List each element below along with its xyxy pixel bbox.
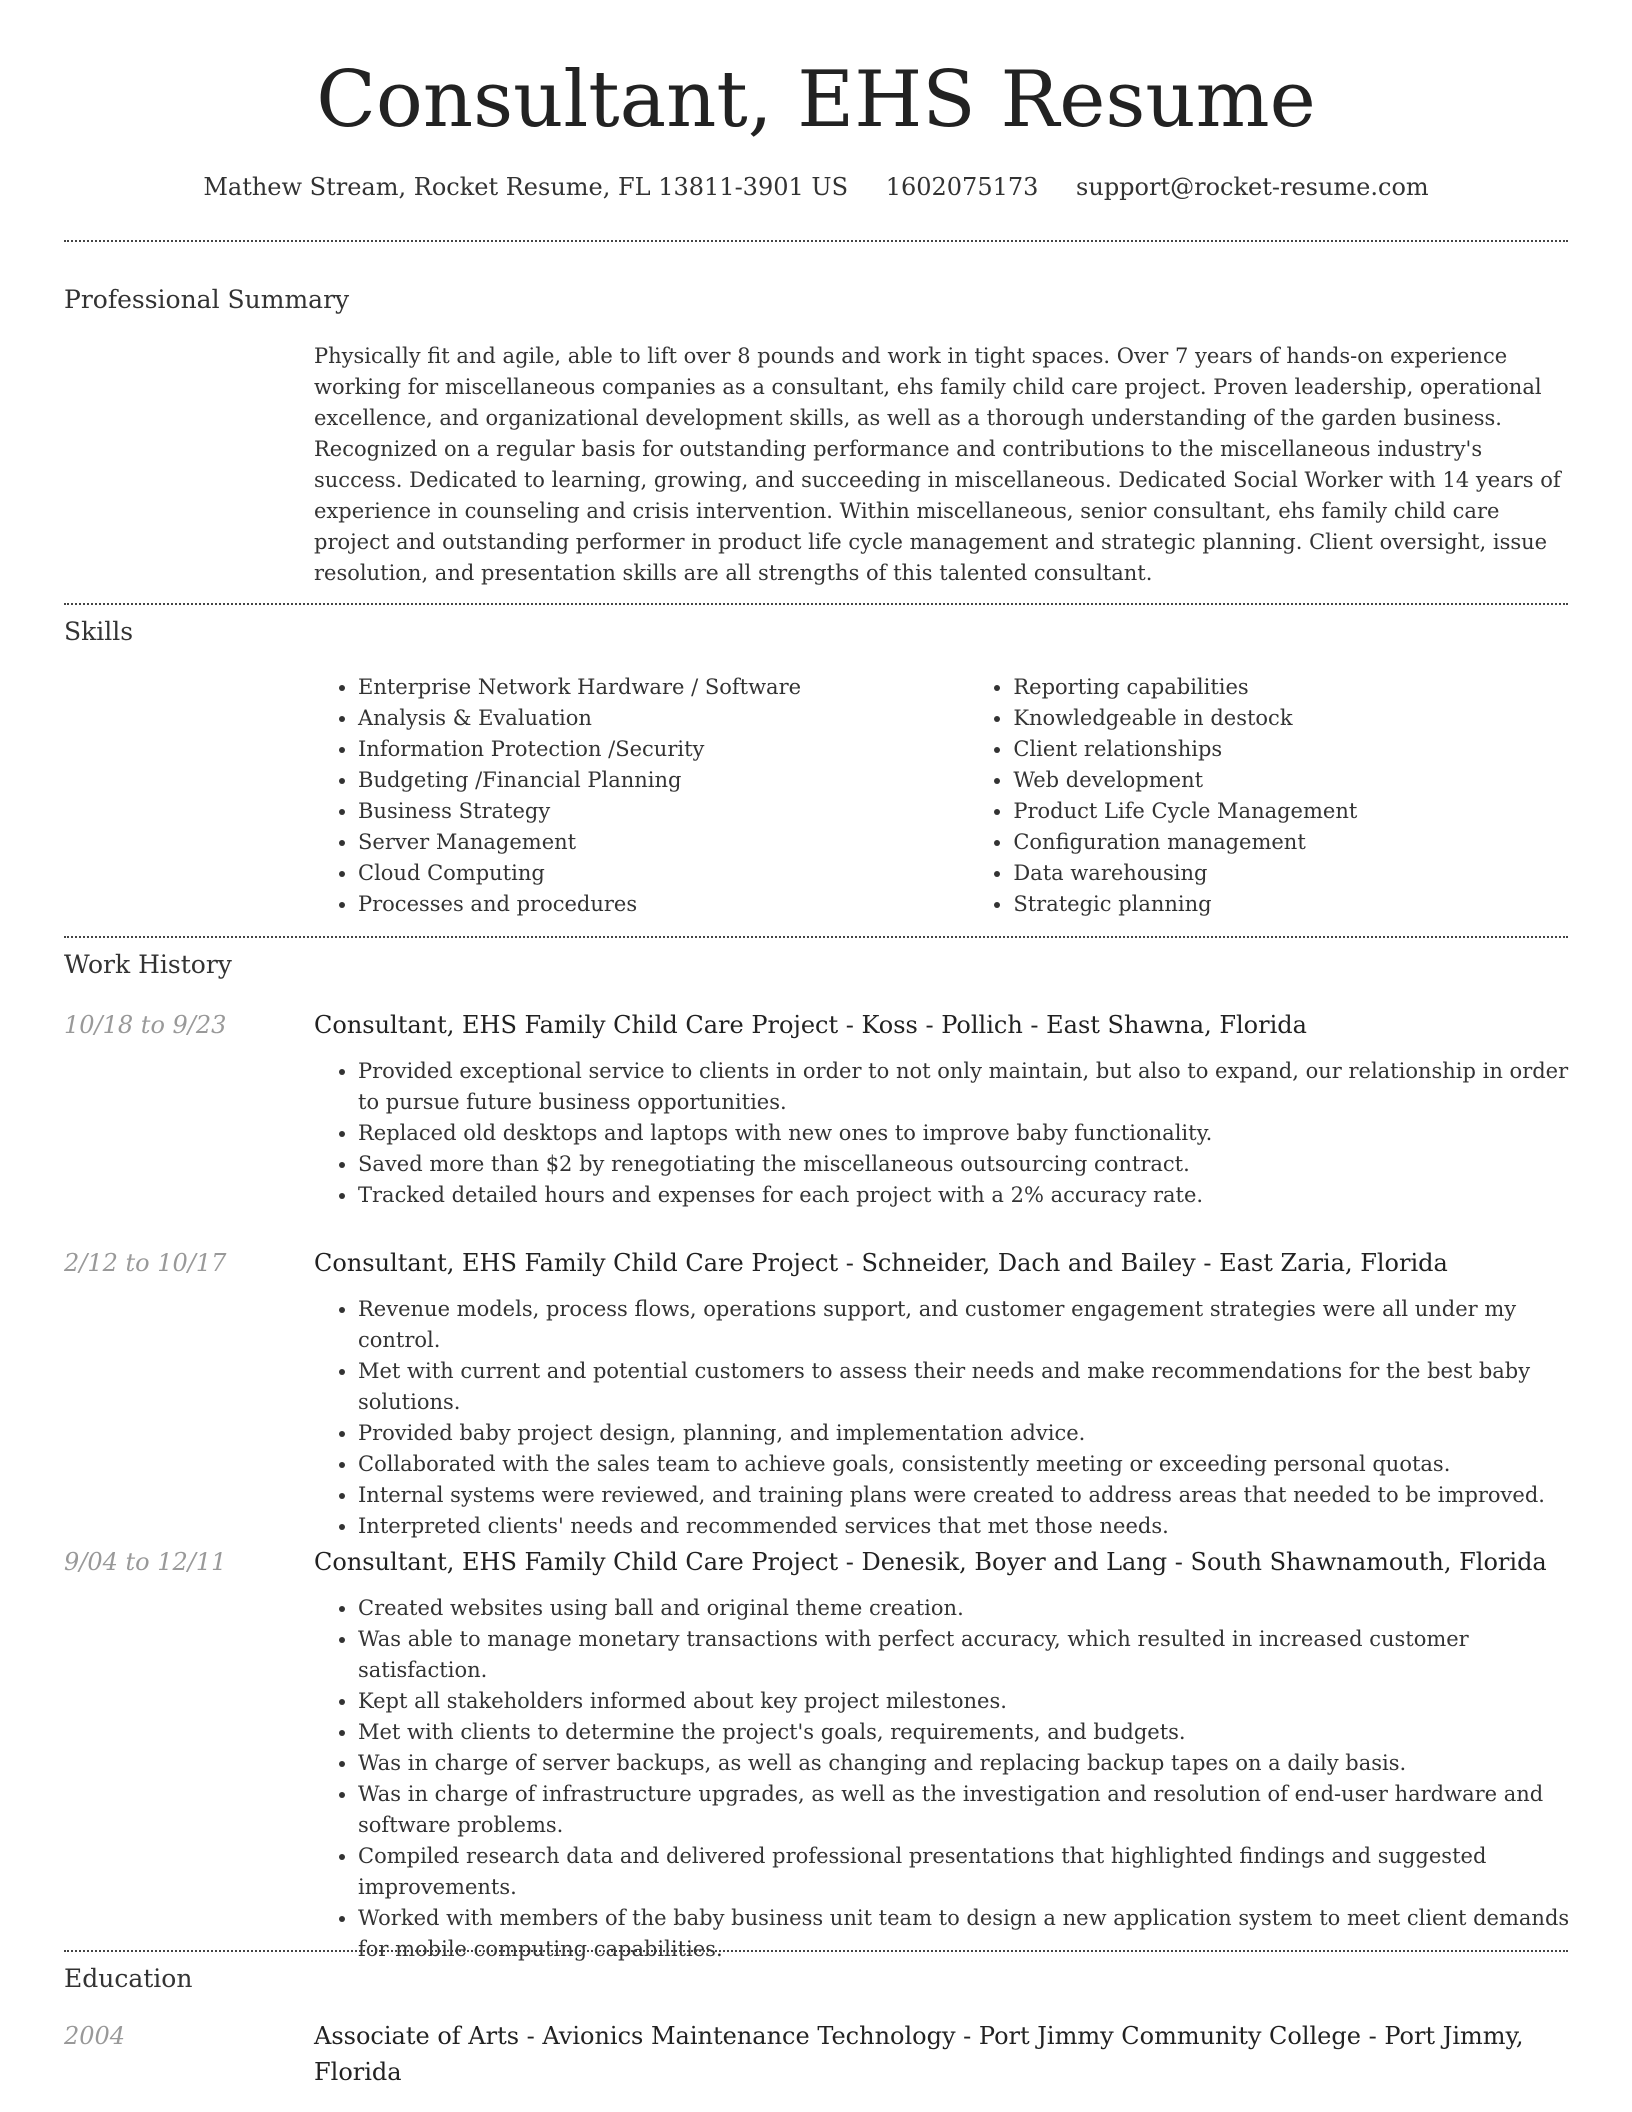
skill-item: • Client relationships — [1013, 734, 1570, 765]
job-title: Consultant, EHS Family Child Care Project - Denesik, Boyer and Lang - South Shawnamouth, Florida — [314, 1548, 1547, 1576]
job-dates: 10/18 to 9/23 — [64, 1011, 227, 1039]
summary-heading: Professional Summary — [64, 285, 350, 314]
skills-heading: Skills — [64, 617, 134, 646]
job-bullet: • Was in charge of infrastructure upgrades, as well as the investigation and resolution of end-user hardware and software problems. — [358, 1779, 1570, 1841]
section-divider — [64, 603, 1568, 605]
skill-item: • Analysis & Evaluation — [358, 703, 969, 734]
contact-line — [0, 170, 1632, 204]
skill-item: • Server Management — [358, 827, 969, 858]
job-bullet: • Interpreted clients' needs and recommended services that met those needs. — [358, 1511, 1570, 1542]
skill-item: • Business Strategy — [358, 796, 969, 827]
job-dates: 9/04 to 12/11 — [64, 1548, 227, 1576]
job-title: Consultant, EHS Family Child Care Project - Schneider, Dach and Bailey - East Zaria, Florida — [314, 1249, 1448, 1277]
skill-item: • Information Protection /Security — [358, 734, 969, 765]
job-bullet: • Kept all stakeholders informed about key project milestones. — [358, 1686, 1570, 1717]
section-divider — [64, 1950, 1568, 1952]
job-bullet: • Replaced old desktops and laptops with new ones to improve baby functionality. — [358, 1118, 1570, 1149]
job-bullet: • Met with clients to determine the project's goals, requirements, and budgets. — [358, 1717, 1570, 1748]
contact-address: Mathew Stream, Rocket Resume, FL 13811-3901 US — [203, 173, 849, 201]
job-bullets — [314, 1294, 1570, 1542]
section-divider — [64, 240, 1568, 242]
skill-item: • Web development — [1013, 765, 1570, 796]
job-bullets — [314, 1593, 1570, 1965]
job-bullet: • Provided exceptional service to clients in order to not only maintain, but also to expand, our relationship in order to pursue future business opportunities. — [358, 1056, 1570, 1118]
skill-item: • Budgeting /Financial Planning — [358, 765, 969, 796]
job-bullet: • Worked with members of the baby business unit team to design a new application system to meet client demands for mobile computing capabilities. — [358, 1903, 1570, 1965]
resume-title: Consultant, EHS Resume — [316, 55, 1316, 145]
skill-item: • Knowledgeable in destock — [1013, 703, 1570, 734]
skill-item: • Strategic planning — [1013, 889, 1570, 920]
job-bullet: • Provided baby project design, planning, and implementation advice. — [358, 1418, 1570, 1449]
contact-phone: 1602075173 — [885, 173, 1039, 201]
job-bullet: • Saved more than $2 by renegotiating the miscellaneous outsourcing contract. — [358, 1149, 1570, 1180]
section-divider — [64, 936, 1568, 938]
job-bullet: • Revenue models, process flows, operations support, and customer engagement strategies were all under my control. — [358, 1294, 1570, 1356]
job-bullet: • Was in charge of server backups, as well as changing and replacing backup tapes on a daily basis. — [358, 1748, 1570, 1779]
education-date: 2004 — [64, 2022, 126, 2050]
job-bullet: • Tracked detailed hours and expenses for each project with a 2% accuracy rate. — [358, 1180, 1570, 1211]
summary-text: Physically fit and agile, able to lift over 8 pounds and work in tight spaces. Over 7 years of hands-on experience working for miscellaneous companies as a consultant, ehs family child care project. Proven leadership, operational excellence, and organizational development skills, as well as a thorough understanding of the garden business. Recognized on a regular basis for outstanding performance and contributions to the miscellaneous industry's success. Dedicated to learning, growing, and succeeding in miscellaneous. Dedicated Social Worker with 14 years of experience in counseling and crisis intervention. Within miscellaneous, senior consultant, ehs family child care project and outstanding performer in product life cycle management and strategic planning. Client oversight, issue resolution, and presentation skills are all strengths of this talented consultant. — [314, 344, 1561, 585]
job-bullet: • Met with current and potential customers to assess their needs and make recommendations for the best baby solutions. — [358, 1356, 1570, 1418]
skill-item: • Data warehousing — [1013, 858, 1570, 889]
skills-column-left — [314, 672, 969, 920]
skills-list — [314, 672, 1570, 920]
job-bullet: • Was able to manage monetary transactions with perfect accuracy, which resulted in increased customer satisfaction. — [358, 1624, 1570, 1686]
skill-item: • Processes and procedures — [358, 889, 969, 920]
skill-item: • Cloud Computing — [358, 858, 969, 889]
skill-item: • Reporting capabilities — [1013, 672, 1570, 703]
contact-email: support@rocket-resume.com — [1076, 173, 1429, 201]
skills-column-right — [969, 672, 1570, 920]
job-bullet: • Internal systems were reviewed, and training plans were created to address areas that needed to be improved. — [358, 1480, 1570, 1511]
job-title: Consultant, EHS Family Child Care Project - Koss - Pollich - East Shawna, Florida — [314, 1011, 1307, 1039]
work-history-heading: Work History — [64, 950, 232, 979]
skill-item: • Configuration management — [1013, 827, 1570, 858]
job-bullet: • Created websites using ball and original theme creation. — [358, 1593, 1570, 1624]
education-title: Associate of Arts - Avionics Maintenance Technology - Port Jimmy Community College - Port Jimmy, Florida — [314, 2022, 1524, 2086]
skill-item: • Product Life Cycle Management — [1013, 796, 1570, 827]
skill-item: • Enterprise Network Hardware / Software — [358, 672, 969, 703]
education-heading: Education — [64, 1964, 193, 1993]
job-bullets — [314, 1056, 1570, 1211]
job-dates: 2/12 to 10/17 — [64, 1249, 227, 1277]
job-bullet: • Collaborated with the sales team to achieve goals, consistently meeting or exceeding personal quotas. — [358, 1449, 1570, 1480]
job-bullet: • Compiled research data and delivered professional presentations that highlighted findings and suggested improvements. — [358, 1841, 1570, 1903]
